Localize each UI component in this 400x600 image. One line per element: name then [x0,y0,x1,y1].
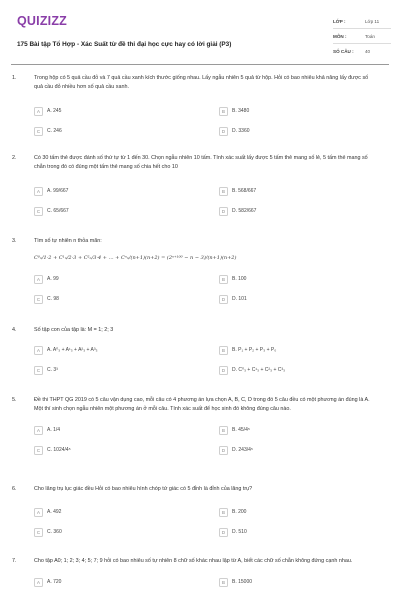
option-letter: D [219,528,228,537]
question-head [11,557,389,566]
question-number: 4. [12,327,17,333]
option-letter: A [34,578,43,587]
option-text: C. 360 [47,529,62,535]
question-number: 3. [12,238,17,244]
option-c[interactable] [34,360,219,380]
worksheet-header [11,10,389,62]
option-letter: B [219,508,228,517]
question-text: Có 30 tấm thẻ được đánh số thứ tự từ 1 đến 30. Chọn ngẫu nhiên 10 tấm. Tính xác suất lấy được 5 tấm thẻ mang số lẻ, 5 tấm thẻ mang số chẵn trong đó có đúng một tấm thẻ mang số chia hết cho 10 [34,155,368,170]
option-text: D. 582/667 [232,208,257,214]
option-d[interactable] [219,360,389,380]
header-divider [11,64,389,65]
option-d[interactable] [219,522,389,542]
option-b[interactable] [219,340,389,360]
question-head [11,485,389,494]
options-grid [34,572,389,592]
question-item [11,237,389,326]
question-head [11,74,389,92]
option-text: B. 45/4⁵ [232,427,250,433]
question-text: Cho lăng trụ lục giác đều Hỏi có bao nhiêu hình chóp tứ giác có 5 đỉnh là đỉnh của lăng trụ? [34,486,253,492]
meta-value: Toán [365,33,375,39]
question-item [11,485,389,557]
option-text: D. 101 [232,296,247,302]
option-text: A. 99 [47,276,59,282]
meta-subject-row [333,29,391,44]
question-text: Đề thi THPT QG 2019 có 5 câu vận dụng cao, mỗi câu có 4 phương án lựa chọn A, B, C, D trong đó 5 câu đều có một phương án đúng là A. Một thí sinh chọn ngẫu nhiên một phương án ở mỗi câu. Tính xác suất để học sinh đó không đúng câu nào. [34,397,370,412]
question-head [11,237,389,246]
option-a[interactable] [34,340,219,360]
options-grid [34,181,389,221]
option-letter: C [34,295,43,304]
option-letter: B [219,346,228,355]
question-item [11,326,389,396]
question-head [11,396,389,414]
options-grid [34,101,389,141]
option-d[interactable] [219,440,389,460]
question-number: 6. [12,486,17,492]
meta-value: 40 [365,49,371,54]
option-text: C. 98 [47,296,59,302]
option-a[interactable] [34,269,219,289]
option-text: A. 99/667 [47,188,69,194]
option-c[interactable] [34,121,219,141]
option-letter: B [219,275,228,284]
option-a[interactable] [34,101,219,121]
option-text: A. 492 [47,509,62,515]
worksheet-title: 175 Bài tập Tổ Hợp - Xác Suất từ đề thi đại học cực hay có lời giải (P3) [17,41,232,48]
option-letter: A [34,107,43,116]
question-head [11,154,389,172]
option-letter: A [34,346,43,355]
option-c[interactable] [34,289,219,309]
option-d[interactable] [219,121,389,141]
question-list [11,74,389,600]
meta-count-row [333,44,391,59]
worksheet-meta [333,14,391,59]
option-b[interactable] [219,269,389,289]
question-number: 7. [12,558,17,564]
option-text: B. 100 [232,276,247,282]
meta-label: SỐ CÂU : [333,49,354,54]
option-text: A. 245 [47,108,62,114]
option-a[interactable] [34,502,219,522]
question-formula: C⁰ₙ/1·2 + C¹ₙ/2·3 + C²ₙ/3·4 + … + Cⁿₙ/(n+1)(n+2) = (2ⁿ⁺¹⁰⁰ − n − 3)/(n+1)(n+2) [34,255,237,261]
meta-class-row [333,14,391,29]
option-b[interactable] [219,101,389,121]
options-grid [34,502,389,542]
meta-label: MÔN : [333,33,347,39]
options-grid [34,340,389,380]
question-head [11,326,389,335]
meta-value: Lớp 11 [365,18,380,24]
option-letter: C [34,528,43,537]
question-item [11,74,389,154]
option-text: A. 720 [47,579,62,585]
option-letter: D [219,207,228,216]
question-text: Tìm số tự nhiên n thỏa mãn: [34,238,102,244]
option-text: A. A⁰₃ + A¹₃ + A²₃ + A³₃ [47,347,98,353]
option-letter: A [34,275,43,284]
option-letter: A [34,187,43,196]
option-text: A. 1/4 [47,427,61,433]
question-item [11,154,389,237]
option-text: D. 510 [232,529,247,535]
option-d[interactable] [219,201,389,221]
option-letter: C [34,207,43,216]
option-text: C. 246 [47,128,62,134]
option-c[interactable] [34,522,219,542]
meta-label: LỚP : [333,18,346,24]
option-c[interactable] [34,201,219,221]
option-text: B. 568/667 [232,188,257,194]
quizizz-logo: QUIZIZZ [17,14,68,28]
question-item [11,396,389,485]
option-a[interactable] [34,420,219,440]
options-grid [34,420,389,460]
option-letter: B [219,426,228,435]
option-b[interactable] [219,181,389,201]
option-a[interactable] [34,572,219,592]
option-b[interactable] [219,420,389,440]
option-text: D. 243/4⁵ [232,447,253,453]
option-letter: B [219,187,228,196]
question-number: 2. [12,155,17,161]
question-number: 5. [12,397,17,403]
option-text: B. 200 [232,509,247,515]
option-text: C. 65/667 [47,208,69,214]
option-text: D. 3360 [232,128,250,134]
option-letter: C [34,127,43,136]
question-item [11,557,389,600]
option-text: B. 3480 [232,108,250,114]
option-c[interactable] [34,440,219,460]
question-number: 1. [12,75,17,81]
option-letter: C [34,446,43,455]
option-letter: D [219,366,228,375]
option-letter: D [219,127,228,136]
option-a[interactable] [34,181,219,201]
option-letter: C [34,366,43,375]
option-b[interactable] [219,572,389,592]
option-text: B. P₁ + P₂ + P₃ + P₀ [232,347,277,353]
option-letter: A [34,426,43,435]
question-text: Số tập con của tập là: M = 1; 2; 3 [34,327,114,333]
option-b[interactable] [219,502,389,522]
option-text: C. 1024/4⁵ [47,447,71,453]
option-letter: B [219,107,228,116]
options-grid [34,269,389,309]
option-letter: A [34,508,43,517]
option-letter: B [219,578,228,587]
option-text: D. C⁰₃ + C¹₃ + C²₃ + C³₃ [232,367,286,373]
option-text: C. 3³ [47,367,58,373]
option-text: B. 15000 [232,579,253,585]
question-text: Trong hộp có 5 quả cầu đỏ và 7 quả cầu xanh kích thước giống nhau. Lấy ngẫu nhiên 5 quả từ hộp. Hỏi có bao nhiêu khả năng lấy được số quả cầu đỏ nhiều hơn số quả cầu xanh. [34,75,369,90]
question-text: Cho tập A0; 1; 2; 3; 4; 5; 7; 9 hỏi có bao nhiêu số tự nhiên 8 chữ số khác nhau lập từ A, biết các chữ số chẵn không đứng cạnh nhau. [34,558,353,564]
option-letter: D [219,446,228,455]
option-letter: D [219,295,228,304]
option-d[interactable] [219,289,389,309]
